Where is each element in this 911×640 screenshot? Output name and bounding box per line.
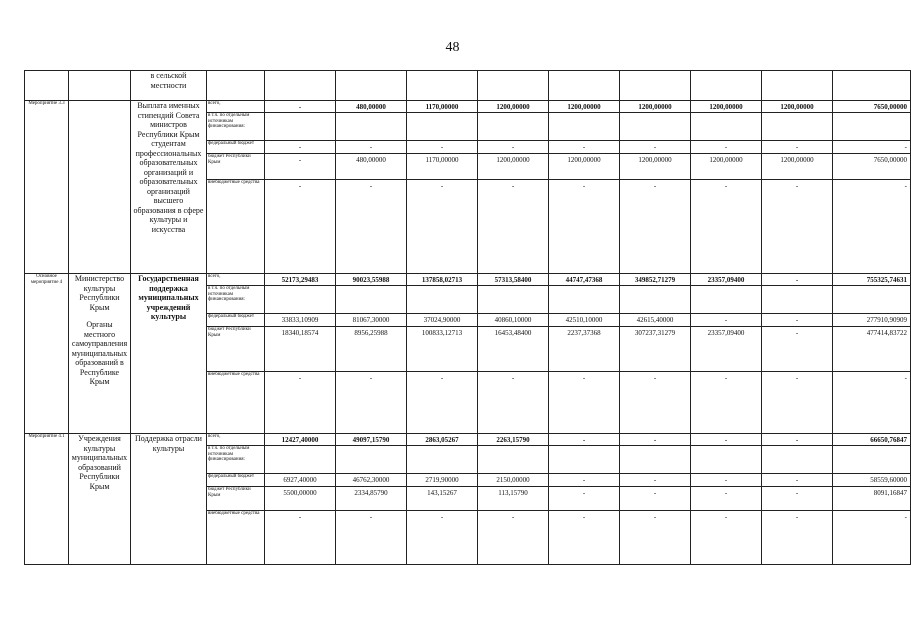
year-value: - (620, 474, 691, 487)
measure-name: Государственная поддержка муниципальных учреждений культуры (131, 274, 207, 434)
year-value: - (265, 101, 336, 113)
year-value: 5500,00000 (265, 487, 336, 511)
funding-source: внебюджетные средства (207, 511, 265, 565)
year-value: - (549, 511, 620, 565)
executor-name: Министерство культуры Республики Крым (74, 274, 125, 312)
year-value: - (620, 141, 691, 154)
executor-cell (69, 434, 131, 565)
total-value: 477414,83722 (833, 327, 911, 372)
year-value: 44747,47368 (549, 274, 620, 286)
year-value (478, 446, 549, 474)
funding-source: внебюджетные средства (207, 180, 265, 274)
year-value: 1200,00000 (691, 154, 762, 180)
year-value: 1200,00000 (762, 154, 833, 180)
year-value: - (265, 511, 336, 565)
executor-cell (69, 71, 131, 101)
total-value (833, 446, 911, 474)
year-value: - (762, 180, 833, 274)
year-value: 8956,25988 (336, 327, 407, 372)
total-value: 8091,16847 (833, 487, 911, 511)
year-value (265, 113, 336, 141)
total-value: 7650,00000 (833, 101, 911, 113)
year-value (620, 446, 691, 474)
year-value: 1200,00000 (478, 154, 549, 180)
year-value: - (478, 141, 549, 154)
year-value: 2237,37368 (549, 327, 620, 372)
executor-cell (69, 101, 131, 274)
year-value: - (478, 372, 549, 434)
funding-source: всего, (207, 434, 265, 446)
year-value: - (549, 141, 620, 154)
year-value: 23357,09400 (691, 274, 762, 286)
year-value (620, 113, 691, 141)
year-value: - (407, 511, 478, 565)
year-value: 1200,00000 (549, 154, 620, 180)
funding-source: в т.ч. по отдельным источникам финансирования: (207, 446, 265, 474)
year-value (762, 446, 833, 474)
year-value (549, 446, 620, 474)
year-value (265, 286, 336, 314)
year-value: - (549, 372, 620, 434)
year-value: 52173,29483 (265, 274, 336, 286)
year-value (336, 286, 407, 314)
year-value: - (407, 141, 478, 154)
year-value: - (620, 180, 691, 274)
year-value: 33833,10909 (265, 314, 336, 327)
year-value: - (549, 487, 620, 511)
year-value (691, 446, 762, 474)
year-value: 90023,55988 (336, 274, 407, 286)
year-value: - (265, 141, 336, 154)
year-value: - (620, 511, 691, 565)
event-label: Мероприятие 4.1 (25, 434, 69, 565)
year-value: 349852,71279 (620, 274, 691, 286)
total-value: 755325,74631 (833, 274, 911, 286)
year-value: - (691, 372, 762, 434)
year-value: 1200,00000 (691, 101, 762, 113)
year-value: 2150,00000 (478, 474, 549, 487)
year-value: - (265, 154, 336, 180)
year-value: - (691, 487, 762, 511)
year-value: - (549, 180, 620, 274)
executor-name: Органы местного самоуправления муниципальных образований в Республике Крым (71, 320, 128, 386)
year-value: - (691, 314, 762, 327)
year-value: - (265, 372, 336, 434)
table-row-continuation (25, 71, 911, 101)
year-value: - (620, 372, 691, 434)
year-value: 2863,05267 (407, 434, 478, 446)
year-value (407, 113, 478, 141)
year-value: 42510,10000 (549, 314, 620, 327)
year-value: - (478, 180, 549, 274)
year-value (407, 286, 478, 314)
year-value: - (762, 141, 833, 154)
year-value (762, 113, 833, 141)
year-value: 480,00000 (336, 154, 407, 180)
total-value: - (833, 141, 911, 154)
year-value (762, 286, 833, 314)
total-value: - (833, 180, 911, 274)
year-value: 1170,00000 (407, 101, 478, 113)
total-value (833, 286, 911, 314)
year-value: - (691, 180, 762, 274)
table-row (25, 274, 911, 286)
measure-name: Поддержка отрасли культуры (131, 434, 207, 565)
year-value: 113,15790 (478, 487, 549, 511)
funding-source: в т.ч. по отдельным источникам финансирования: (207, 286, 265, 314)
year-value: 2334,85790 (336, 487, 407, 511)
year-value (265, 446, 336, 474)
executor-name: Учреждения культуры муниципальных образований Республики Крым (71, 434, 128, 491)
year-value (691, 113, 762, 141)
year-value: 42615,40000 (620, 314, 691, 327)
event-label: Мероприятие 3.3 (25, 101, 69, 274)
year-value: - (762, 474, 833, 487)
year-value: - (620, 434, 691, 446)
year-value: - (762, 372, 833, 434)
year-value: 6927,40000 (265, 474, 336, 487)
year-value: 2719,90000 (407, 474, 478, 487)
funding-source: бюджет Республики Крым (207, 487, 265, 511)
year-value: 2263,15790 (478, 434, 549, 446)
year-value: - (762, 327, 833, 372)
total-value: 58559,60000 (833, 474, 911, 487)
year-value: 16453,48400 (478, 327, 549, 372)
year-value: - (265, 180, 336, 274)
funding-source: федеральный бюджет (207, 474, 265, 487)
year-value: 480,00000 (336, 101, 407, 113)
budget-table (24, 70, 911, 565)
year-value: 57313,58400 (478, 274, 549, 286)
year-value (336, 446, 407, 474)
table-row (25, 101, 911, 113)
year-value: 81067,30000 (336, 314, 407, 327)
year-value (620, 286, 691, 314)
year-value: - (691, 141, 762, 154)
year-value (407, 446, 478, 474)
year-value: - (691, 511, 762, 565)
measure-name-cell: в сельской местности (131, 71, 207, 101)
year-value (549, 286, 620, 314)
year-value: 100833,12713 (407, 327, 478, 372)
funding-source: федеральный бюджет (207, 141, 265, 154)
year-value: 49097,15790 (336, 434, 407, 446)
year-value: - (549, 434, 620, 446)
year-value: - (691, 434, 762, 446)
year-value: - (620, 487, 691, 511)
year-value (691, 286, 762, 314)
year-value: - (762, 511, 833, 565)
year-value: - (336, 511, 407, 565)
year-value: 307237,31279 (620, 327, 691, 372)
year-value: 23357,09400 (691, 327, 762, 372)
year-value: 46762,30000 (336, 474, 407, 487)
year-value: 1200,00000 (620, 154, 691, 180)
total-value: 7650,00000 (833, 154, 911, 180)
funding-source: федеральный бюджет (207, 314, 265, 327)
year-value: - (691, 474, 762, 487)
event-label: Основное мероприятие 4 (25, 274, 69, 434)
year-value: 1200,00000 (762, 101, 833, 113)
year-value: 1200,00000 (549, 101, 620, 113)
total-value: 277910,90909 (833, 314, 911, 327)
year-value (336, 113, 407, 141)
total-value: 66650,76847 (833, 434, 911, 446)
funding-source: внебюджетные средства (207, 372, 265, 434)
year-value: - (762, 274, 833, 286)
funding-source: всего, (207, 274, 265, 286)
year-value: - (478, 511, 549, 565)
year-value: - (407, 180, 478, 274)
year-value (478, 286, 549, 314)
year-value: 12427,40000 (265, 434, 336, 446)
total-value: - (833, 511, 911, 565)
year-value: 37024,90000 (407, 314, 478, 327)
year-value: 143,15267 (407, 487, 478, 511)
year-value: 18340,18574 (265, 327, 336, 372)
page-number: 48 (445, 40, 460, 55)
year-value: - (762, 487, 833, 511)
funding-source: в т.ч. по отдельным источникам финансирования: (207, 113, 265, 141)
year-value: 137858,02713 (407, 274, 478, 286)
year-value: - (336, 372, 407, 434)
year-value: 1200,00000 (478, 101, 549, 113)
year-value: - (762, 314, 833, 327)
total-value (833, 113, 911, 141)
total-value: - (833, 372, 911, 434)
year-value (549, 113, 620, 141)
year-value: - (336, 180, 407, 274)
measure-name: Выплата именных стипендий Совета министров Республики Крым студентам профессиональных образовательных организаций и образовательных организаций высшего образования в сфере культуры и искусства (131, 101, 207, 274)
funding-source: бюджет Республики Крым (207, 327, 265, 372)
year-value: 40860,10000 (478, 314, 549, 327)
event-cell (25, 71, 69, 101)
funding-source: бюджет Республики Крым (207, 154, 265, 180)
year-value: - (762, 434, 833, 446)
year-value: - (336, 141, 407, 154)
year-value: 1200,00000 (620, 101, 691, 113)
year-value (478, 113, 549, 141)
table-row (25, 434, 911, 446)
year-value: - (549, 474, 620, 487)
executor-cell (69, 274, 131, 434)
funding-source: всего, (207, 101, 265, 113)
year-value: 1170,00000 (407, 154, 478, 180)
year-value: - (407, 372, 478, 434)
